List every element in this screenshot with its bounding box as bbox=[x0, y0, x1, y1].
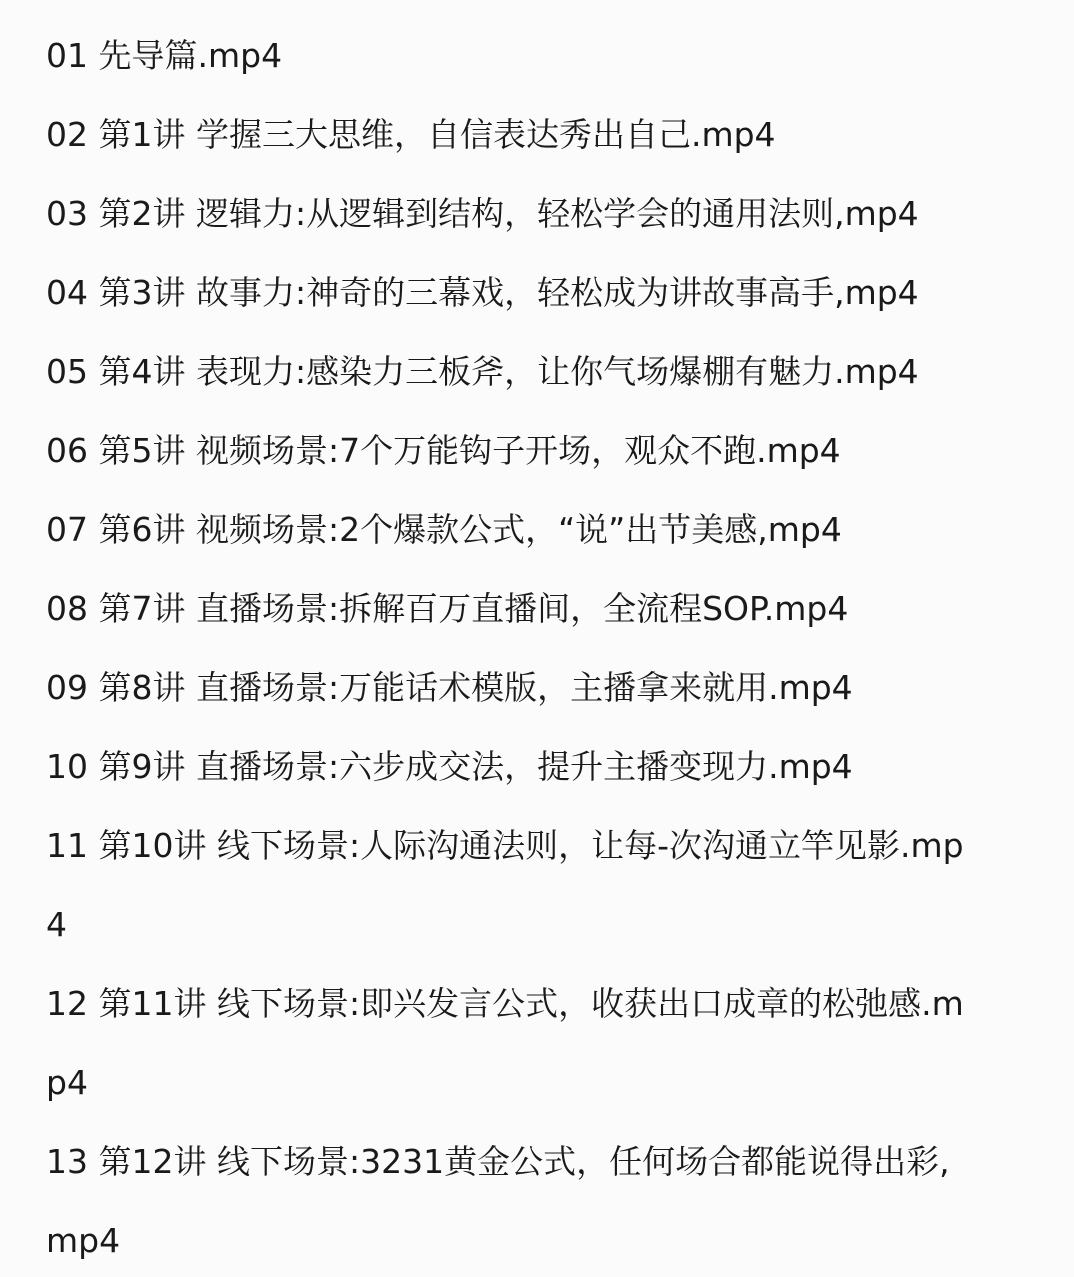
file-name: 12 第11讲 线下场景:即兴发言公式，收获出口成章的松弛感.m bbox=[46, 984, 964, 1023]
file-name: 11 第10讲 线下场景:人际沟通法则，让每-次沟通立竿见影.mp bbox=[46, 826, 964, 865]
file-item-02[interactable] bbox=[46, 115, 1046, 155]
file-item-10[interactable] bbox=[46, 747, 1046, 787]
file-item-03[interactable] bbox=[46, 194, 1046, 234]
file-name-continued: 4 bbox=[46, 905, 67, 944]
file-item-06[interactable] bbox=[46, 431, 1046, 471]
file-name: 06 第5讲 视频场景:7个万能钩子开场，观众不跑.mp4 bbox=[46, 431, 841, 470]
file-name: 04 第3讲 故事力:神奇的三幕戏，轻松成为讲故事高手,mp4 bbox=[46, 273, 919, 312]
file-item-04[interactable] bbox=[46, 273, 1046, 313]
file-name: 02 第1讲 学握三大思维，自信表达秀出自己.mp4 bbox=[46, 115, 776, 154]
file-item-12[interactable] bbox=[46, 984, 1046, 1103]
file-name-continued: mp4 bbox=[46, 1221, 121, 1260]
file-name: 09 第8讲 直播场景:万能话术模版，主播拿来就用.mp4 bbox=[46, 668, 853, 707]
file-name: 03 第2讲 逻辑力:从逻辑到结构，轻松学会的通用法则,mp4 bbox=[46, 194, 919, 233]
file-item-09[interactable] bbox=[46, 668, 1046, 708]
file-item-07[interactable] bbox=[46, 510, 1046, 550]
file-name: 07 第6讲 视频场景:2个爆款公式，“说”出节美感,mp4 bbox=[46, 510, 842, 549]
file-item-11[interactable] bbox=[46, 826, 1046, 945]
file-item-01[interactable] bbox=[46, 36, 1046, 76]
file-item-13[interactable] bbox=[46, 1142, 1046, 1261]
file-name: 13 第12讲 线下场景:3231黄金公式，任何场合都能说得出彩, bbox=[46, 1142, 950, 1181]
file-name-continued: p4 bbox=[46, 1063, 88, 1102]
file-item-08[interactable] bbox=[46, 589, 1046, 629]
file-name: 05 第4讲 表现力:感染力三板斧，让你气场爆棚有魅力.mp4 bbox=[46, 352, 919, 391]
file-name: 08 第7讲 直播场景:拆解百万直播间，全流程SOP.mp4 bbox=[46, 589, 849, 628]
file-name: 10 第9讲 直播场景:六步成交法，提升主播变现力.mp4 bbox=[46, 747, 853, 786]
file-item-05[interactable] bbox=[46, 352, 1046, 392]
file-name: 01 先导篇.mp4 bbox=[46, 36, 283, 75]
